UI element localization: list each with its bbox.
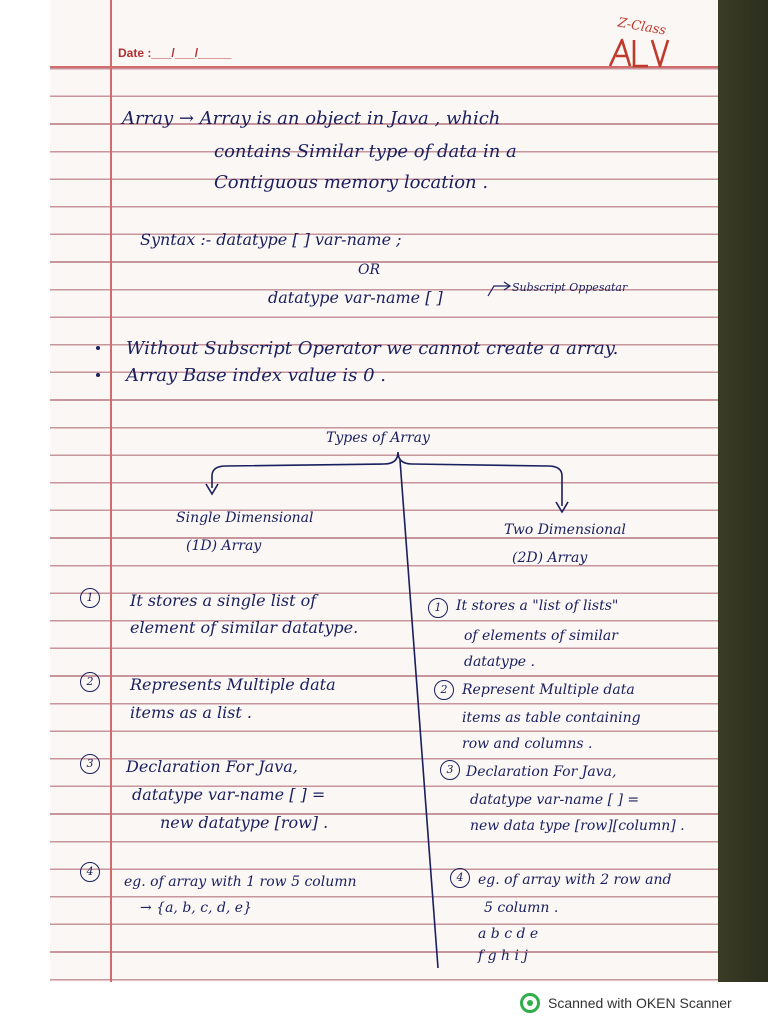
right-point-2-line-2: items as table containing: [462, 710, 641, 726]
scanner-text: Scanned with OKEN Scanner: [548, 995, 732, 1011]
scanner-watermark: [520, 993, 732, 1013]
brand-text: Z-Class: [616, 15, 668, 39]
left-point-1-line-2: element of similar datatype.: [130, 618, 359, 637]
syntax-annotation: Subscript Oppesatar: [512, 281, 628, 294]
left-point-number-2: 2: [80, 672, 100, 692]
left-title-1: Single Dimensional: [176, 510, 314, 526]
left-point-number-1: 1: [80, 588, 100, 608]
left-point-4-line-1: eg. of array with 1 row 5 column: [124, 874, 357, 890]
left-point-3-line-1: Declaration For Java,: [126, 757, 298, 776]
right-point-1-line-1: It stores a "list of lists": [456, 598, 619, 614]
left-title-2: (1D) Array: [186, 538, 262, 554]
oken-logo-icon: [520, 993, 540, 1013]
right-point-1-line-3: datatype .: [464, 654, 535, 670]
right-point-4-line-2: 5 column .: [484, 900, 559, 916]
right-title-1: Two Dimensional: [504, 522, 626, 538]
date-field: Date :___/___/_____: [118, 46, 232, 60]
annotation-arrow: [488, 282, 510, 296]
left-point-3-line-2: datatype var-name [ ] =: [132, 785, 326, 804]
right-point-3-line-1: Declaration For Java,: [466, 764, 617, 780]
types-heading: Types of Array: [326, 430, 430, 446]
left-point-1-line-1: It stores a single list of: [130, 591, 317, 610]
syntax-line-2: datatype var-name [ ]: [268, 288, 443, 307]
definition-line-2: contains Similar type of data in a: [214, 141, 517, 162]
left-point-number-3: 3: [80, 754, 100, 774]
right-point-4-line-1: eg. of array with 2 row and: [478, 872, 672, 888]
right-point-2-line-3: row and columns .: [462, 736, 593, 752]
right-point-number-4: 4: [450, 868, 470, 888]
syntax-line-1: Syntax :- datatype [ ] var-name ;: [140, 230, 402, 249]
left-point-3-line-3: new datatype [row] .: [160, 813, 329, 832]
right-point-number-1: 1: [428, 598, 448, 618]
note-line-2: Array Base index value is 0 .: [126, 365, 387, 386]
right-point-2-line-1: Represent Multiple data: [462, 682, 635, 698]
left-point-4-line-2: → {a, b, c, d, e}: [140, 900, 252, 916]
left-point-2-line-2: items as a list .: [130, 703, 252, 722]
right-point-3-line-3: new data type [row][column] .: [470, 818, 685, 834]
definition-line-3: Contiguous memory location .: [214, 172, 489, 193]
right-point-3-line-2: datatype var-name [ ] =: [470, 792, 640, 808]
definition-line-1: Array → Array is an object in Java , which: [122, 108, 501, 129]
right-point-number-3: 3: [440, 760, 460, 780]
right-point-4-line-4: f g h i j: [478, 948, 528, 964]
note-line-1: Without Subscript Operator we cannot create a array.: [126, 338, 619, 359]
column-divider: [400, 460, 438, 968]
right-point-1-line-2: of elements of similar: [464, 628, 618, 644]
types-brace: [212, 452, 562, 506]
left-point-2-line-1: Represents Multiple data: [130, 675, 336, 694]
syntax-or: OR: [358, 262, 381, 278]
left-point-number-4: 4: [80, 862, 100, 882]
right-point-number-2: 2: [434, 680, 454, 700]
right-point-4-line-3: a b c d e: [478, 926, 539, 942]
right-title-2: (2D) Array: [512, 550, 588, 566]
